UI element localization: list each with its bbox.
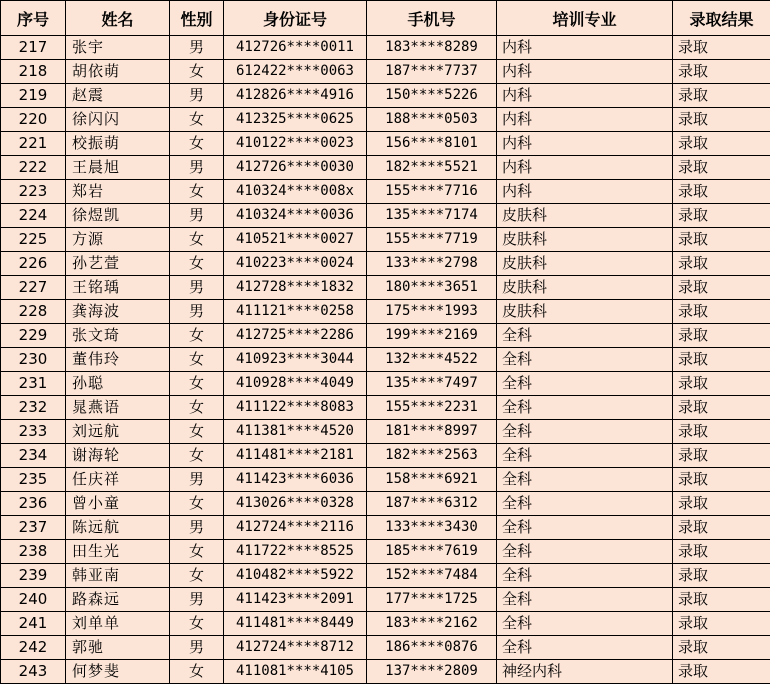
cell-admission-result: 录取	[673, 420, 770, 444]
cell-name: 郭驰	[66, 636, 170, 660]
cell-serial-number: 218	[1, 60, 66, 84]
cell-admission-result: 录取	[673, 84, 770, 108]
header-phone: 手机号	[367, 1, 497, 36]
cell-admission-result: 录取	[673, 348, 770, 372]
cell-training-major: 全科	[497, 564, 673, 588]
table-row	[1, 228, 770, 252]
cell-id-number: 411381****4520	[224, 420, 367, 444]
cell-training-major: 内科	[497, 180, 673, 204]
cell-phone: 133****2798	[367, 252, 497, 276]
cell-name: 董伟玲	[66, 348, 170, 372]
cell-admission-result: 录取	[673, 324, 770, 348]
cell-phone: 182****2563	[367, 444, 497, 468]
cell-training-major: 皮肤科	[497, 204, 673, 228]
table-row	[1, 396, 770, 420]
cell-name: 田生光	[66, 540, 170, 564]
cell-serial-number: 238	[1, 540, 66, 564]
cell-phone: 135****7497	[367, 372, 497, 396]
cell-name: 赵震	[66, 84, 170, 108]
cell-id-number: 410122****0023	[224, 132, 367, 156]
cell-id-number: 412826****4916	[224, 84, 367, 108]
cell-gender: 女	[170, 60, 224, 84]
cell-admission-result: 录取	[673, 276, 770, 300]
cell-phone: 150****5226	[367, 84, 497, 108]
cell-training-major: 全科	[497, 348, 673, 372]
cell-serial-number: 237	[1, 516, 66, 540]
cell-phone: 135****7174	[367, 204, 497, 228]
cell-admission-result: 录取	[673, 612, 770, 636]
cell-training-major: 全科	[497, 468, 673, 492]
cell-name: 龚海波	[66, 300, 170, 324]
cell-serial-number: 227	[1, 276, 66, 300]
cell-admission-result: 录取	[673, 372, 770, 396]
cell-gender: 女	[170, 612, 224, 636]
cell-name: 徐闪闪	[66, 108, 170, 132]
cell-phone: 137****2809	[367, 660, 497, 684]
cell-name: 曾小童	[66, 492, 170, 516]
cell-gender: 女	[170, 228, 224, 252]
cell-id-number: 410928****4049	[224, 372, 367, 396]
cell-serial-number: 242	[1, 636, 66, 660]
cell-admission-result: 录取	[673, 60, 770, 84]
cell-name: 孙聪	[66, 372, 170, 396]
table-row	[1, 156, 770, 180]
cell-gender: 女	[170, 372, 224, 396]
cell-training-major: 内科	[497, 36, 673, 60]
cell-id-number: 412725****2286	[224, 324, 367, 348]
cell-phone: 187****6312	[367, 492, 497, 516]
cell-id-number: 612422****0063	[224, 60, 367, 84]
cell-name: 胡依萌	[66, 60, 170, 84]
cell-admission-result: 录取	[673, 636, 770, 660]
cell-phone: 132****4522	[367, 348, 497, 372]
cell-gender: 男	[170, 36, 224, 60]
cell-serial-number: 228	[1, 300, 66, 324]
cell-serial-number: 234	[1, 444, 66, 468]
cell-gender: 女	[170, 564, 224, 588]
cell-admission-result: 录取	[673, 108, 770, 132]
cell-id-number: 411423****2091	[224, 588, 367, 612]
header-training-major: 培训专业	[497, 1, 673, 36]
cell-phone: 180****3651	[367, 276, 497, 300]
cell-serial-number: 232	[1, 396, 66, 420]
cell-training-major: 皮肤科	[497, 276, 673, 300]
table-row	[1, 372, 770, 396]
header-id-number: 身份证号	[224, 1, 367, 36]
header-name: 姓名	[66, 1, 170, 36]
cell-admission-result: 录取	[673, 204, 770, 228]
cell-phone: 183****8289	[367, 36, 497, 60]
table-row	[1, 492, 770, 516]
cell-training-major: 神经内科	[497, 660, 673, 684]
cell-id-number: 411481****2181	[224, 444, 367, 468]
table-row	[1, 132, 770, 156]
cell-serial-number: 219	[1, 84, 66, 108]
cell-serial-number: 236	[1, 492, 66, 516]
table-row	[1, 444, 770, 468]
cell-serial-number: 241	[1, 612, 66, 636]
cell-name: 路森远	[66, 588, 170, 612]
cell-name: 张文琦	[66, 324, 170, 348]
cell-name: 徐煜凯	[66, 204, 170, 228]
header-admission-result: 录取结果	[673, 1, 770, 36]
cell-id-number: 411121****0258	[224, 300, 367, 324]
cell-training-major: 全科	[497, 540, 673, 564]
cell-phone: 177****1725	[367, 588, 497, 612]
cell-serial-number: 222	[1, 156, 66, 180]
cell-admission-result: 录取	[673, 396, 770, 420]
cell-gender: 女	[170, 444, 224, 468]
table-row	[1, 60, 770, 84]
cell-id-number: 412325****0625	[224, 108, 367, 132]
cell-admission-result: 录取	[673, 468, 770, 492]
cell-gender: 女	[170, 108, 224, 132]
cell-phone: 158****6921	[367, 468, 497, 492]
cell-name: 任庆祥	[66, 468, 170, 492]
table-header	[1, 1, 770, 36]
cell-name: 王铭瑀	[66, 276, 170, 300]
table-row	[1, 276, 770, 300]
cell-id-number: 411481****8449	[224, 612, 367, 636]
table-row	[1, 420, 770, 444]
cell-admission-result: 录取	[673, 300, 770, 324]
cell-admission-result: 录取	[673, 588, 770, 612]
cell-gender: 女	[170, 348, 224, 372]
cell-gender: 女	[170, 660, 224, 684]
table-row	[1, 204, 770, 228]
cell-training-major: 全科	[497, 396, 673, 420]
cell-phone: 152****7484	[367, 564, 497, 588]
table-row	[1, 612, 770, 636]
cell-serial-number: 223	[1, 180, 66, 204]
cell-name: 王晨旭	[66, 156, 170, 180]
cell-serial-number: 239	[1, 564, 66, 588]
cell-id-number: 412726****0011	[224, 36, 367, 60]
table-row	[1, 36, 770, 60]
cell-phone: 182****5521	[367, 156, 497, 180]
cell-admission-result: 录取	[673, 492, 770, 516]
cell-gender: 男	[170, 588, 224, 612]
cell-admission-result: 录取	[673, 180, 770, 204]
cell-admission-result: 录取	[673, 132, 770, 156]
cell-phone: 175****1993	[367, 300, 497, 324]
cell-training-major: 全科	[497, 612, 673, 636]
cell-admission-result: 录取	[673, 516, 770, 540]
cell-phone: 183****2162	[367, 612, 497, 636]
cell-gender: 女	[170, 132, 224, 156]
cell-serial-number: 231	[1, 372, 66, 396]
cell-id-number: 412724****8712	[224, 636, 367, 660]
cell-training-major: 全科	[497, 420, 673, 444]
cell-gender: 男	[170, 636, 224, 660]
cell-gender: 男	[170, 204, 224, 228]
header-row	[1, 1, 770, 36]
cell-name: 校振萌	[66, 132, 170, 156]
cell-name: 晁燕语	[66, 396, 170, 420]
cell-name: 谢海轮	[66, 444, 170, 468]
cell-serial-number: 229	[1, 324, 66, 348]
table-row	[1, 180, 770, 204]
cell-training-major: 全科	[497, 324, 673, 348]
cell-name: 韩亚南	[66, 564, 170, 588]
table-row	[1, 468, 770, 492]
cell-phone: 188****0503	[367, 108, 497, 132]
cell-training-major: 皮肤科	[497, 252, 673, 276]
table-row	[1, 636, 770, 660]
cell-admission-result: 录取	[673, 564, 770, 588]
cell-phone: 133****3430	[367, 516, 497, 540]
cell-admission-result: 录取	[673, 660, 770, 684]
table-row	[1, 540, 770, 564]
cell-phone: 155****7719	[367, 228, 497, 252]
cell-id-number: 410324****008x	[224, 180, 367, 204]
cell-id-number: 410223****0024	[224, 252, 367, 276]
table-row	[1, 588, 770, 612]
cell-training-major: 内科	[497, 60, 673, 84]
cell-serial-number: 221	[1, 132, 66, 156]
cell-gender: 女	[170, 252, 224, 276]
cell-id-number: 410482****5922	[224, 564, 367, 588]
cell-id-number: 411122****8083	[224, 396, 367, 420]
cell-phone: 181****8997	[367, 420, 497, 444]
cell-gender: 男	[170, 156, 224, 180]
cell-serial-number: 240	[1, 588, 66, 612]
cell-admission-result: 录取	[673, 252, 770, 276]
cell-name: 孙艺萱	[66, 252, 170, 276]
cell-gender: 男	[170, 84, 224, 108]
cell-admission-result: 录取	[673, 540, 770, 564]
cell-phone: 155****7716	[367, 180, 497, 204]
table-row	[1, 300, 770, 324]
header-serial-number: 序号	[1, 1, 66, 36]
cell-admission-result: 录取	[673, 444, 770, 468]
cell-training-major: 全科	[497, 636, 673, 660]
cell-gender: 女	[170, 420, 224, 444]
cell-serial-number: 233	[1, 420, 66, 444]
cell-training-major: 全科	[497, 492, 673, 516]
cell-id-number: 411081****4105	[224, 660, 367, 684]
cell-training-major: 皮肤科	[497, 228, 673, 252]
cell-admission-result: 录取	[673, 228, 770, 252]
cell-phone: 186****0876	[367, 636, 497, 660]
cell-serial-number: 230	[1, 348, 66, 372]
table-row	[1, 348, 770, 372]
cell-training-major: 全科	[497, 444, 673, 468]
cell-phone: 156****8101	[367, 132, 497, 156]
cell-id-number: 411423****6036	[224, 468, 367, 492]
cell-gender: 男	[170, 276, 224, 300]
cell-gender: 女	[170, 324, 224, 348]
cell-gender: 女	[170, 396, 224, 420]
cell-admission-result: 录取	[673, 156, 770, 180]
cell-phone: 187****7737	[367, 60, 497, 84]
table-row	[1, 84, 770, 108]
cell-phone: 155****2231	[367, 396, 497, 420]
table-body	[1, 36, 770, 684]
cell-name: 张宇	[66, 36, 170, 60]
cell-name: 郑岩	[66, 180, 170, 204]
cell-training-major: 全科	[497, 588, 673, 612]
cell-id-number: 410324****0036	[224, 204, 367, 228]
cell-gender: 女	[170, 492, 224, 516]
cell-serial-number: 217	[1, 36, 66, 60]
cell-phone: 199****2169	[367, 324, 497, 348]
table-row	[1, 516, 770, 540]
cell-admission-result: 录取	[673, 36, 770, 60]
cell-id-number: 411722****8525	[224, 540, 367, 564]
cell-name: 刘单单	[66, 612, 170, 636]
table-row	[1, 564, 770, 588]
cell-serial-number: 226	[1, 252, 66, 276]
cell-id-number: 412726****0030	[224, 156, 367, 180]
cell-gender: 男	[170, 468, 224, 492]
cell-phone: 185****7619	[367, 540, 497, 564]
header-gender: 性别	[170, 1, 224, 36]
cell-gender: 男	[170, 300, 224, 324]
cell-training-major: 内科	[497, 132, 673, 156]
cell-training-major: 皮肤科	[497, 300, 673, 324]
table-row	[1, 324, 770, 348]
cell-training-major: 内科	[497, 84, 673, 108]
table-row	[1, 108, 770, 132]
cell-id-number: 410521****0027	[224, 228, 367, 252]
cell-serial-number: 220	[1, 108, 66, 132]
table-row	[1, 660, 770, 684]
cell-id-number: 412728****1832	[224, 276, 367, 300]
cell-name: 何梦斐	[66, 660, 170, 684]
cell-id-number: 412724****2116	[224, 516, 367, 540]
cell-name: 陈远航	[66, 516, 170, 540]
cell-gender: 女	[170, 540, 224, 564]
cell-training-major: 内科	[497, 108, 673, 132]
cell-serial-number: 225	[1, 228, 66, 252]
cell-gender: 男	[170, 516, 224, 540]
cell-serial-number: 235	[1, 468, 66, 492]
cell-serial-number: 243	[1, 660, 66, 684]
cell-training-major: 全科	[497, 516, 673, 540]
cell-id-number: 410923****3044	[224, 348, 367, 372]
cell-training-major: 内科	[497, 156, 673, 180]
table-row	[1, 252, 770, 276]
cell-name: 方源	[66, 228, 170, 252]
cell-name: 刘远航	[66, 420, 170, 444]
cell-gender: 女	[170, 180, 224, 204]
cell-serial-number: 224	[1, 204, 66, 228]
cell-training-major: 全科	[497, 372, 673, 396]
cell-id-number: 413026****0328	[224, 492, 367, 516]
